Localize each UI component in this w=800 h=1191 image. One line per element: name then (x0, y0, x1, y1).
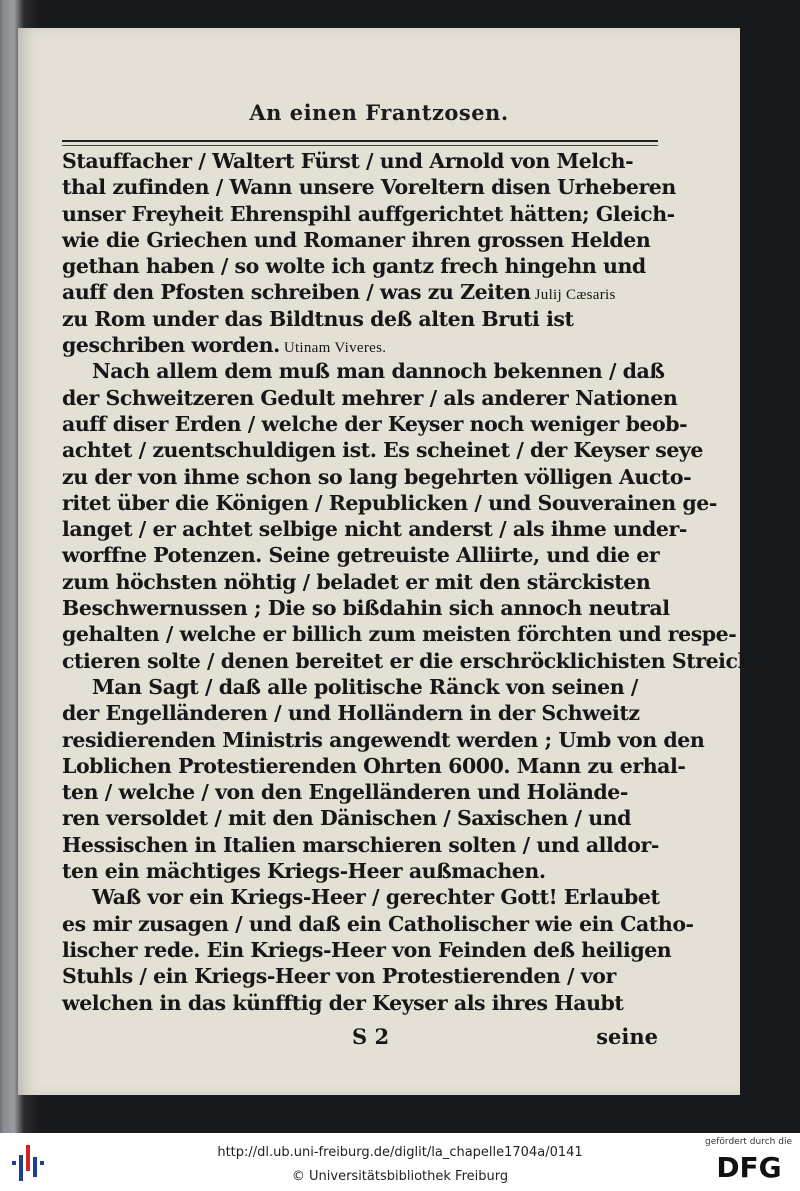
text-line (62, 332, 660, 358)
text-line-content: Stuhls / ein Kriegs-Heer von Protestierenden / vor (62, 964, 616, 989)
text-line (62, 542, 660, 568)
text-line-content: es mir zusagen / und daß ein Catholischer wie ein Catho- (62, 911, 694, 936)
text-line (62, 201, 675, 227)
text-line (62, 279, 660, 305)
text-line (62, 779, 660, 805)
text-line-content: geschriben worden. (62, 333, 280, 358)
text-line-content: zum höchsten nöhtig / beladet er mit den stärckisten (62, 569, 651, 594)
text-line (62, 437, 703, 463)
text-line (62, 464, 692, 490)
text-line (62, 884, 660, 910)
signature-mark: S 2 (352, 1024, 390, 1049)
book-page (18, 28, 759, 1095)
text-line (62, 253, 660, 279)
text-line (62, 727, 705, 753)
text-line-content: Stauffacher / Waltert Fürst / und Arnold von Melch- (62, 149, 634, 173)
ub-logo-bar (12, 1161, 16, 1165)
text-line-content: auff den Pfosten schreiben / was zu Zeiten (62, 280, 531, 305)
latin-insert: Utinam Viveres. (279, 340, 387, 357)
catchword: seine (596, 1024, 658, 1049)
text-line (62, 411, 688, 437)
text-line (62, 490, 717, 516)
text-line (62, 858, 660, 884)
text-line (62, 358, 665, 384)
running-head: An einen Frantzosen. (249, 100, 509, 125)
text-line (62, 937, 672, 963)
text-line-content: Man Sagt / daß alle politische Ränck von seinen / (92, 674, 638, 699)
text-line-content: residierenden Ministris angewendt werden ; Umb von den (62, 727, 705, 752)
text-line-content: lischer rede. Ein Kriegs-Heer von Feinden deß heiligen (62, 937, 672, 962)
text-line-content: Hessischen in Italien marschieren solten / und alldor- (62, 832, 659, 857)
dfg-logo-icon[interactable] (708, 1151, 790, 1184)
text-line (62, 753, 686, 779)
text-line (62, 621, 737, 647)
ub-logo-bar (40, 1161, 44, 1165)
text-line-content: achtet / zuentschuldigen ist. Es scheinet / der Keyser seye (62, 438, 703, 463)
viewer-footer (0, 1133, 800, 1191)
text-line (62, 148, 660, 174)
text-line (62, 805, 660, 831)
text-line-content: ren versoldet / mit den Dänischen / Saxischen / und (62, 806, 632, 831)
text-line (62, 963, 660, 989)
text-line-content: thal zufinden / Wann unsere Voreltern disen Urheberen (62, 175, 676, 200)
text-line-content: Loblichen Protestierenden Ohrten 6000. Mann zu erhal- (62, 753, 686, 778)
header-rule (62, 140, 658, 142)
text-line-content: Waß vor ein Kriegs-Heer / gerechter Gott! Erlaubet (92, 885, 660, 910)
funded-by-label: gefördert durch die (705, 1137, 792, 1147)
text-line-content: Beschwernussen ; Die so bißdahin sich annoch neutral (62, 596, 670, 621)
text-line (62, 306, 660, 332)
text-line-content: worffne Potenzen. Seine getreuiste Alliirte, und die er (62, 543, 660, 568)
page-text (62, 148, 759, 1016)
text-line-content: gethan haben / so wolte ich gantz frech hingehn und (62, 254, 646, 279)
copyright-notice: © Universitätsbibliothek Freiburg (291, 1169, 509, 1184)
dfg-logo-text: DFG (716, 1151, 782, 1184)
text-line-content: ten ein mächtiges Kriegs-Heer außmachen. (62, 859, 546, 884)
permalink-url[interactable]: http://dl.ub.uni-freiburg.de/diglit/la_chapelle1704a/0141 (217, 1145, 583, 1160)
text-line (62, 174, 676, 200)
text-line-content: zu Rom under das Bildtnus deß alten Bruti ist (62, 306, 574, 331)
text-line-content: gehalten / welche er billich zum meisten förchten und respe- (62, 622, 737, 647)
text-line-content: der Engelländeren / und Holländern in der Schweitz (62, 701, 640, 726)
text-line (62, 227, 660, 253)
text-line-content: ctieren solte / denen bereitet er die erschröcklichisten Streich. (62, 648, 759, 673)
text-line (62, 569, 660, 595)
latin-insert: Julij Cæsaris (530, 287, 616, 304)
text-line-content: unser Freyheit Ehrenspihl auffgerichtet hätten; Gleich- (62, 201, 675, 226)
text-line (62, 516, 687, 542)
text-line-content: wie die Griechen und Romaner ihren grossen Helden (62, 227, 651, 252)
text-line-content: Nach allem dem muß man dannoch bekennen / daß (92, 359, 665, 384)
text-line (62, 911, 694, 937)
text-line-content: ten / welche / von den Engelländeren und Holände- (62, 780, 628, 805)
text-line-content: auff diser Erden / welche der Keyser noch weniger beob- (62, 411, 688, 436)
text-line (62, 832, 660, 858)
text-line (62, 648, 759, 674)
text-line (62, 990, 660, 1016)
header-rule-thin (62, 145, 658, 146)
text-line (62, 700, 660, 726)
text-line-content: zu der von ihme schon so lang begehrten völligen Aucto- (62, 464, 692, 489)
page-footer (62, 1024, 658, 1054)
text-line-content: welchen in das künfftig der Keyser als ihres Haubt (62, 990, 624, 1015)
text-line-content: langet / er achtet selbige nicht anderst / als ihme under- (62, 517, 687, 542)
text-line-content: der Schweitzeren Gedult mehrer / als anderer Nationen (62, 385, 678, 410)
text-line (62, 385, 678, 411)
text-line (62, 595, 670, 621)
text-line (62, 674, 660, 700)
text-line-content: ritet über die Königen / Republicken / und Souverainen ge- (62, 490, 717, 515)
